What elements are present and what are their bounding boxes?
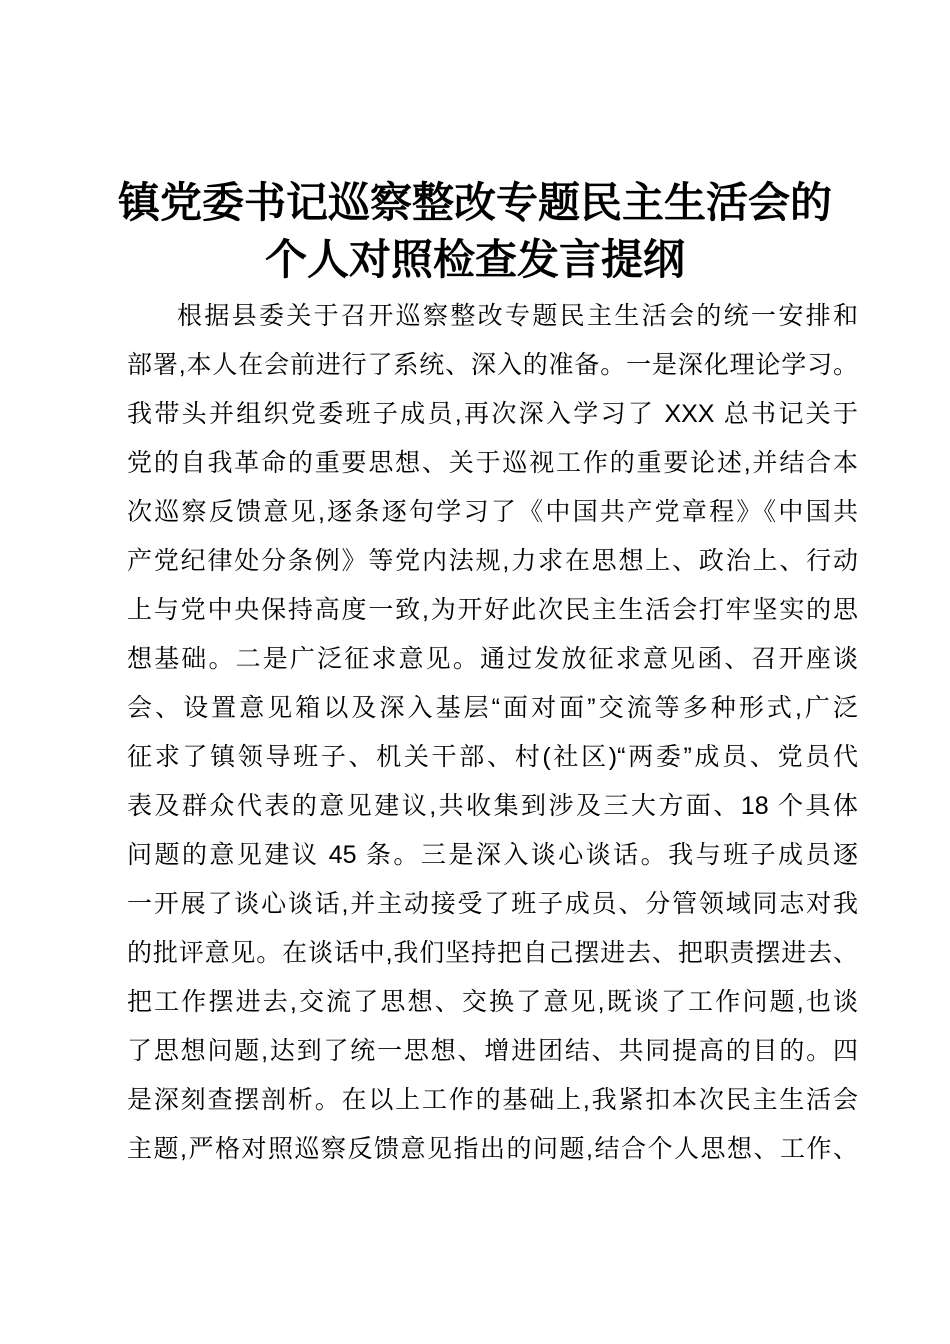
body-line: 会、设置意见箱以及深入基层“面对面”交流等多种形式,广泛 (127, 694, 858, 722)
document-title (0, 0, 950, 288)
document-title-line-1: 镇党委书记巡察整改专题民主生活会的 (117, 179, 832, 226)
body-line: 部署,本人在会前进行了系统、深入的准备。一是深化理论学习。 (127, 351, 858, 379)
body-line: 的批评意见。在谈话中,我们坚持把自己摆进去、把职责摆进去、 (127, 939, 858, 967)
body-line: 征求了镇领导班子、机关干部、村(社区)“两委”成员、党员代 (127, 743, 858, 771)
body-line: 上与党中央保持高度一致,为开好此次民主生活会打牢坚实的思 (127, 596, 858, 624)
body-line: 了思想问题,达到了统一思想、增进团结、共同提高的目的。四 (127, 1037, 858, 1065)
body-line: 根据县委关于召开巡察整改专题民主生活会的统一安排和 (177, 302, 858, 330)
body-line: 把工作摆进去,交流了思想、交换了意见,既谈了工作问题,也谈 (127, 988, 858, 1016)
body-line: 想基础。二是广泛征求意见。通过发放征求意见函、召开座谈 (127, 645, 858, 673)
body-line: 主题,严格对照巡察反馈意见指出的问题,结合个人思想、工作、 (127, 1135, 858, 1163)
document-title-line-2: 个人对照检查发言提纲 (264, 236, 685, 283)
body-line: 次巡察反馈意见,逐条逐句学习了《中国共产党章程》《中国共 (127, 498, 858, 526)
body-line: 表及群众代表的意见建议,共收集到涉及三大方面、18 个具体 (127, 792, 858, 820)
body-line: 党的自我革命的重要思想、关于巡视工作的重要论述,并结合本 (127, 449, 858, 477)
body-line: 是深刻查摆剖析。在以上工作的基础上,我紧扣本次民主生活会 (127, 1086, 858, 1114)
body-line: 我带头并组织党委班子成员,再次深入学习了 XXX 总书记关于 (127, 400, 858, 428)
document-body-paragraph (127, 292, 858, 1174)
body-line: 问题的意见建议 45 条。三是深入谈心谈话。我与班子成员逐 (127, 841, 858, 869)
body-line: 产党纪律处分条例》等党内法规,力求在思想上、政治上、行动 (127, 547, 858, 575)
body-line: 一开展了谈心谈话,并主动接受了班子成员、分管领域同志对我 (127, 890, 858, 918)
